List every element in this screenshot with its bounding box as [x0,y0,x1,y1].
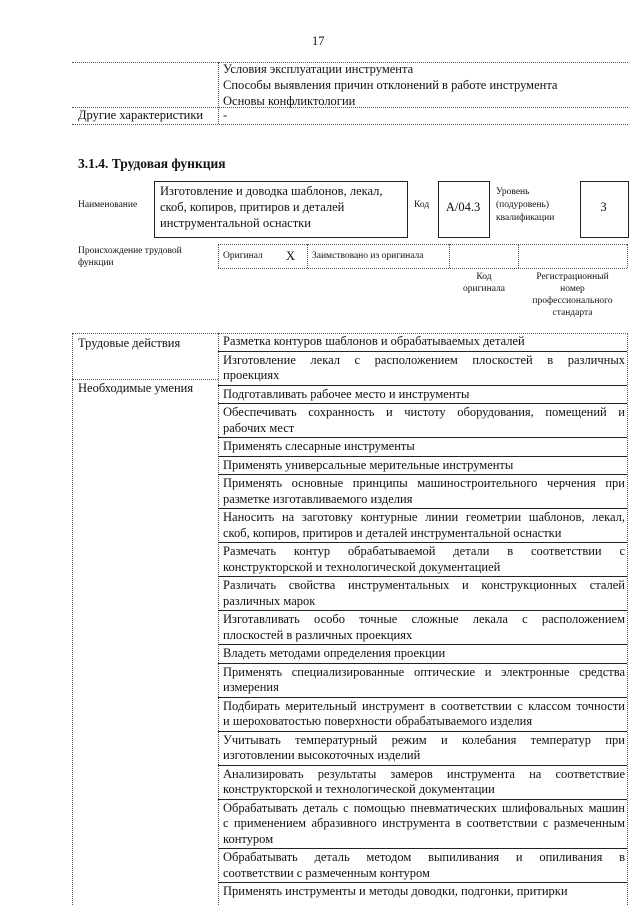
row-separator [218,403,627,404]
row-text-line: Обеспечивать сохранность и чистоту оборудования, помещений и [223,405,625,419]
reg-number-caption: номер [560,284,585,294]
row-separator [218,437,627,438]
row-separator [218,731,627,732]
row-text-line: с применением абразивного инструмента в соответствии с размеченным [223,816,625,830]
origin-border [218,244,219,268]
code-original-caption: оригинала [463,284,505,294]
row-text-line: конструкторской и технологической документацией [223,559,501,574]
row-separator [218,508,627,509]
level-label-line: Уровень [496,187,530,197]
row-text-line: и шероховатостью поверхности обрабатываемого изделия [223,714,533,728]
row-text-line: Применять основные принципы машиностроительного черчения при [223,476,625,490]
row-separator [218,474,627,475]
table-border [218,62,219,124]
row-separator [218,663,627,664]
function-name-line: скоб, копиров, притиров и деталей [160,200,345,214]
row-text-line: Применять инструменты и методы доводки, подгонки, притирки [223,884,568,898]
row-text-line: Изготовление лекал с расположением плоскостей в различных [223,352,625,367]
row-text-line: скоб, копиров, притиров и деталей инструментальной оснастки [223,525,562,540]
table-border [72,379,218,380]
row-separator [218,697,627,698]
code-original-caption: Код [476,272,492,282]
row-text-line: Подготавливать рабочее место и инструменты [223,386,470,401]
code-value: A/04.3 [445,200,481,214]
name-label: Наименование [78,200,138,210]
actions-label: Трудовые действия [78,336,181,350]
row-text-line: Наносить на заготовку контурные линии геометрии шаблонов, лекал, [223,510,625,524]
code-label: Код [414,200,430,210]
reg-number-caption: стандарта [552,308,593,318]
row-text-line: соответствии с размеченным контуром [223,865,430,880]
row-separator [218,385,627,386]
row-text-line: Применять универсальные мерительные инструменты [223,457,514,472]
row-text-line: измерения [223,680,279,694]
function-name-line: инструментальной оснастки [160,216,311,230]
origin-label-line: Происхождение трудовой [78,246,182,256]
row-text-line: Учитывать температурный режим и колебания температур при [223,732,625,747]
row-text-line: Изготавливать особо точные сложные лекала с расположением [223,612,625,626]
other-characteristics-value: - [223,108,228,122]
row-text-line: Обрабатывать деталь методом выпиливания и опиливания в [223,850,625,864]
condition-item: Способы выявления причин отклонений в работе инструмента [223,78,558,92]
origin-label-line: функции [78,258,114,268]
row-text-line: изготовлении высокоточных изделий [223,748,421,762]
row-text-line: Подбирать мерительный инструмент в соответствии с классом точности [223,698,625,713]
row-text-line: Разметка контуров шаблонов и обрабатываемых деталей [223,334,525,348]
level-value: 3 [600,200,607,214]
section-title: 3.1.4. Трудовая функция [78,156,226,171]
function-name-line: Изготовление и доводка шаблонов, лекал, [160,184,383,198]
original-label: Оригинал [223,251,263,261]
origin-border [518,244,519,268]
row-separator [218,882,627,883]
row-text-line: Применять слесарные инструменты [223,439,415,453]
row-separator [218,576,627,577]
row-text-line: Различать свойства инструментальных и конструкционных сталей [223,578,625,592]
row-text-line: Применять специализированные оптические и электронные средства [223,664,625,679]
row-separator [218,610,627,611]
row-text-line: проекциях [223,368,280,382]
origin-border [449,244,450,268]
row-text-line: разметке изготавливаемого изделия [223,491,413,506]
row-text-line: рабочих мест [223,420,295,435]
origin-border [218,268,627,269]
borrowed-label: Заимствовано из оригинала [312,251,424,261]
row-separator [218,456,627,457]
table-border [72,333,73,905]
row-separator [218,644,627,645]
origin-border [627,244,628,268]
level-label-line: квалификации [496,213,555,223]
skills-label: Необходимые умения [78,381,194,395]
origin-border [218,244,627,245]
row-text-line: конструкторской и технологической документации [223,782,495,796]
reg-number-caption: профессионального [532,296,613,306]
row-text-line: Анализировать результаты замеров инструмента на соответствие [223,766,625,781]
page-number: 17 [312,34,325,48]
table-border [218,333,219,905]
row-text-line: Обрабатывать деталь с помощью пневматических шлифовальных машин [223,800,625,815]
row-separator [218,799,627,800]
reg-number-caption: Регистрационный [536,272,609,282]
row-text-line: различных марок [223,593,316,608]
condition-item: Условия эксплуатации инструмента [223,62,414,76]
row-text-line: плоскостей в различных проекциях [223,627,413,642]
other-characteristics-label: Другие характеристики [78,108,204,122]
row-text-line: Владеть методами определения проекции [223,646,446,660]
row-separator [218,542,627,543]
row-separator [218,848,627,849]
row-text-line: Размечать контур обрабатываемой детали в соответствии с [223,544,625,558]
row-separator [218,351,627,352]
table-border [627,333,628,905]
row-text-line: контуром [223,831,274,846]
table-border [72,124,628,125]
origin-border [307,244,308,268]
original-mark: X [286,249,296,263]
level-label-line: (подуровень) [496,200,550,210]
row-separator [218,765,627,766]
condition-item: Основы конфликтологии [223,94,356,108]
